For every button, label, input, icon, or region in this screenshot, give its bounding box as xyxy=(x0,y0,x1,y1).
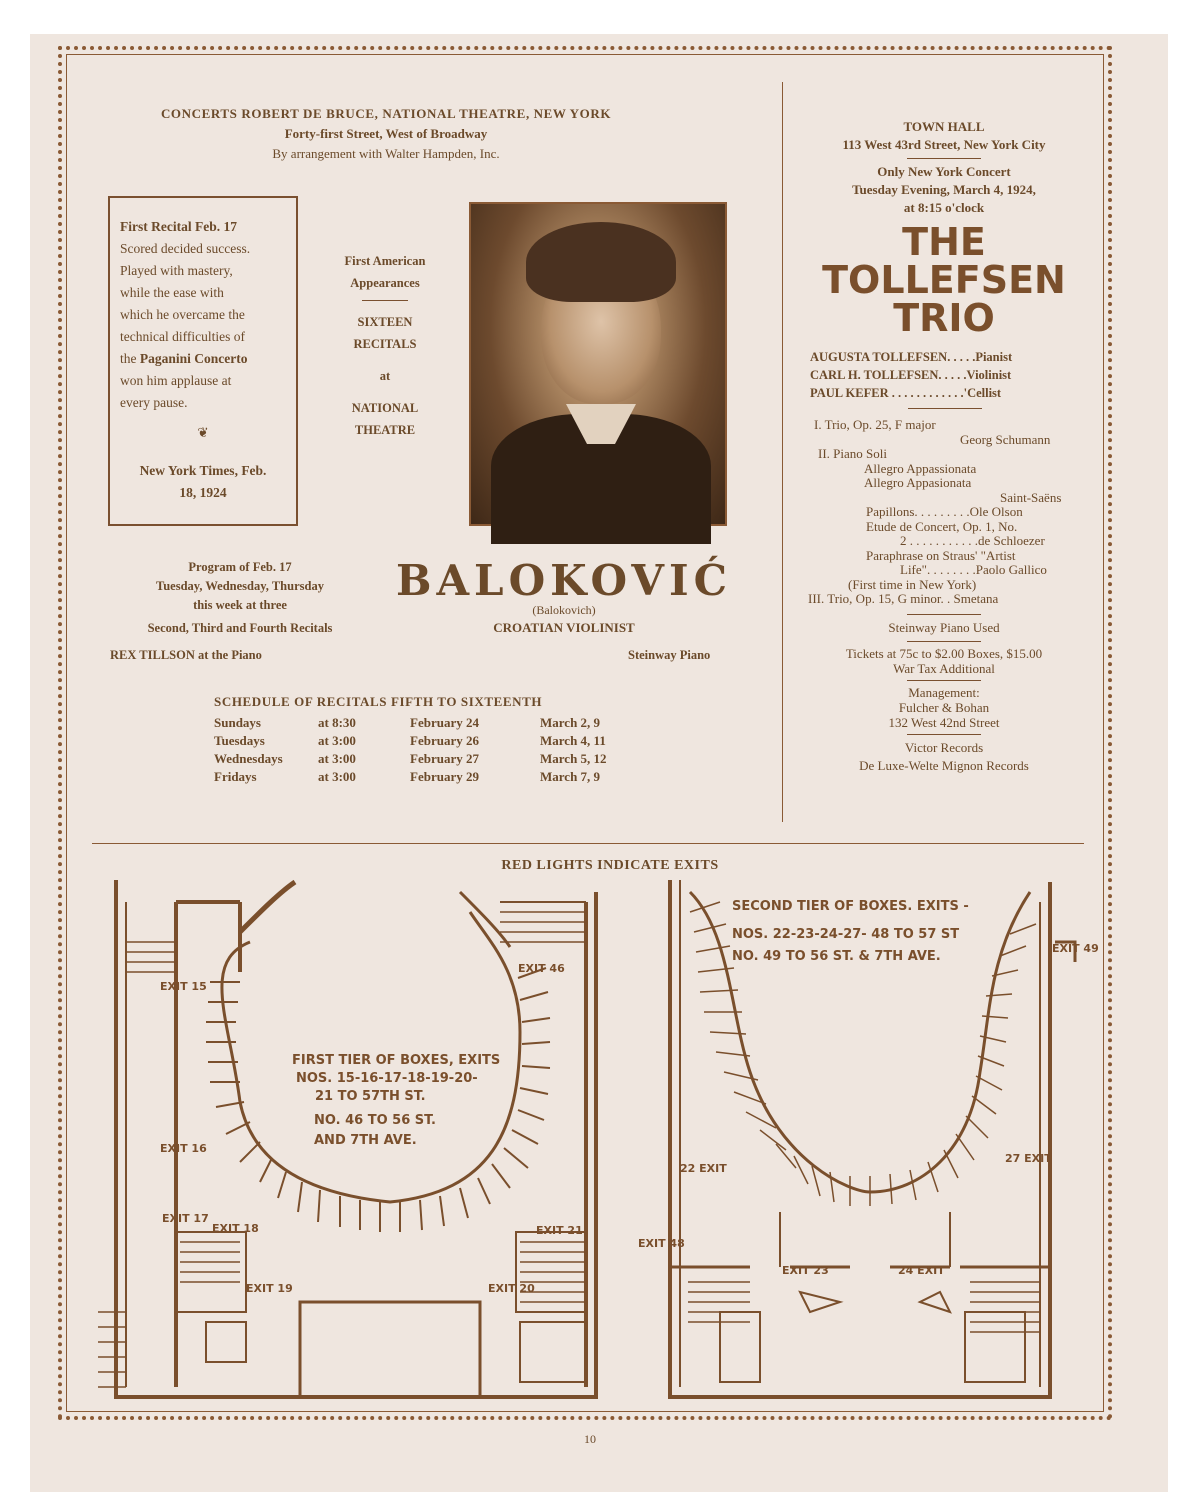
appearances-line: NATIONAL xyxy=(351,401,419,415)
accompanist: REX TILLSON at the Piano xyxy=(110,648,262,662)
program-item: Allegro Appasionata xyxy=(864,475,972,490)
exit-label: EXIT 23 xyxy=(782,1264,829,1277)
steinway-note: Steinway Piano xyxy=(628,648,711,662)
management-address: 132 West 42nd Street xyxy=(888,715,1000,730)
exit-label: 27 EXIT xyxy=(1005,1152,1052,1165)
header-title: CONCERTS ROBERT DE BRUCE, NATIONAL THEATRE, NEW YORK xyxy=(160,106,612,121)
review-text: technical difficulties of xyxy=(120,329,245,344)
exit-label: EXIT 18 xyxy=(212,1222,259,1235)
divider xyxy=(907,641,981,642)
program-item: (First time in New York) xyxy=(848,576,977,592)
appearances-block xyxy=(310,250,460,441)
management-name: Fulcher & Bohan xyxy=(898,700,990,715)
table-row: Fridays at 3:00 February 29 March 7, 9 xyxy=(214,769,601,784)
column-divider xyxy=(782,82,783,822)
concert-date: Tuesday Evening, March 4, 1924, xyxy=(852,182,1036,197)
program-line: this week at three xyxy=(193,598,287,612)
concert-time: at 8:15 o'clock xyxy=(903,200,985,215)
exit-label: 24 EXIT xyxy=(898,1264,945,1277)
artist-description: CROATIAN VIOLINIST xyxy=(493,620,635,635)
review-text: which he overcame the xyxy=(120,307,245,322)
table-row: Tuesdays at 3:00 February 26 March 4, 11 xyxy=(214,733,606,748)
review-text: the Paganini Concerto xyxy=(120,351,248,366)
exit-label: EXIT 49 xyxy=(1052,942,1099,955)
records-line: De Luxe-Welte Mignon Records xyxy=(859,758,1029,773)
program-item: Allegro Appassionata xyxy=(864,460,977,476)
second-tier-note: NO. 49 TO 56 ST. & 7TH AVE. xyxy=(732,949,941,964)
divider xyxy=(907,734,981,735)
review-box xyxy=(108,196,298,526)
town-hall-footer xyxy=(796,610,1092,775)
review-text: every pause. xyxy=(120,395,188,410)
review-text: won him applause at xyxy=(120,373,232,388)
member-line: AUGUSTA TOLLEFSEN. . . . .Pianist xyxy=(810,350,1013,364)
exit-label: EXIT 20 xyxy=(488,1282,535,1295)
trio-program xyxy=(808,418,1098,607)
town-hall-block xyxy=(796,118,1092,340)
header-arrangement: By arrangement with Walter Hampden, Inc. xyxy=(272,146,500,161)
divider xyxy=(907,158,981,159)
program-line: Program of Feb. 17 xyxy=(188,560,292,574)
program-item: Georg Schumann xyxy=(960,431,1051,447)
section-divider xyxy=(92,843,1084,844)
exit-label: EXIT 21 xyxy=(536,1224,583,1237)
concert-line: Only New York Concert xyxy=(877,164,1011,179)
trio-title: TOLLEFSEN xyxy=(822,258,1066,302)
divider xyxy=(362,300,408,301)
member-line: CARL H. TOLLEFSEN. . . . .Violinist xyxy=(810,368,1012,382)
appearances-line: THEATRE xyxy=(354,423,416,437)
review-text: Played with mastery, xyxy=(120,263,233,278)
exits-title: RED LIGHTS INDICATE EXITS xyxy=(501,858,719,873)
review-source: New York Times, Feb. xyxy=(139,463,267,478)
artist-alt-name: (Balokovich) xyxy=(532,603,596,617)
war-tax: War Tax Additional xyxy=(893,661,995,676)
schedule-title: SCHEDULE OF RECITALS FIFTH TO SIXTEENTH xyxy=(214,694,543,709)
exit-label: EXIT 17 xyxy=(162,1212,209,1225)
exit-label: 22 EXIT xyxy=(680,1162,727,1175)
appearances-line: at xyxy=(379,369,391,383)
program-item: Saint-Saëns xyxy=(1000,489,1062,505)
first-tier-note: FIRST TIER OF BOXES, EXITS xyxy=(292,1053,501,1068)
trio-title: TRIO xyxy=(893,296,995,340)
program-item: III. Trio, Op. 15, G minor. . Smetana xyxy=(808,591,999,606)
artist-name: BALOKOVIĆ xyxy=(395,556,733,605)
first-tier-note: NOS. 15-16-17-18-19-20- xyxy=(296,1071,478,1086)
ornament-icon: ❦ xyxy=(197,425,209,440)
divider xyxy=(907,680,981,681)
appearances-line: First American xyxy=(344,254,426,268)
review-text: Scored decided success. xyxy=(120,241,251,256)
second-tier-note: NOS. 22-23-24-27- 48 TO 57 ST xyxy=(732,927,960,942)
steinway-used: Steinway Piano Used xyxy=(888,620,1000,635)
program-item: Etude de Concert, Op. 1, No. xyxy=(866,518,1018,534)
exit-label: EXIT 48 xyxy=(638,1237,685,1250)
member-line: PAUL KEFER . . . . . . . . . . . .'Cellist xyxy=(810,386,1002,400)
trio-members xyxy=(810,348,1012,402)
review-heading: First Recital Feb. 17 xyxy=(120,219,237,234)
first-tier-note: NO. 46 TO 56 ST. xyxy=(314,1113,436,1128)
venue-name: TOWN HALL xyxy=(903,119,985,134)
management-label: Management: xyxy=(908,685,980,700)
first-tier-note: AND 7TH AVE. xyxy=(314,1133,417,1148)
schedule-table xyxy=(214,694,607,786)
artist-portrait xyxy=(469,202,727,526)
appearances-line: SIXTEEN xyxy=(357,315,413,329)
trio-title: THE xyxy=(902,220,986,264)
program-item: Papillons. . . . . . . . .Ole Olson xyxy=(866,504,1023,519)
header-address: Forty-first Street, West of Broadway xyxy=(284,126,488,141)
page-number: 10 xyxy=(584,1432,596,1446)
program-line: Second, Third and Fourth Recitals xyxy=(147,621,333,635)
appearances-line: RECITALS xyxy=(353,337,417,351)
divider xyxy=(907,614,981,615)
ticket-prices: Tickets at 75c to $2.00 Boxes, $15.00 xyxy=(845,646,1043,661)
program-item: Paraphrase on Straus' "Artist xyxy=(866,547,1016,563)
second-tier-note: SECOND TIER OF BOXES. EXITS - xyxy=(732,899,969,914)
program-info xyxy=(100,558,380,665)
program-item: II. Piano Soli xyxy=(818,446,887,461)
appearances-line: Appearances xyxy=(350,276,420,290)
divider xyxy=(908,408,982,409)
exit-label: EXIT 19 xyxy=(246,1282,293,1295)
program-item: Life". . . . . . . .Paolo Gallico xyxy=(900,562,1047,577)
program-item: I. Trio, Op. 25, F major xyxy=(814,417,936,432)
program-item: 2 . . . . . . . . . . .de Schloezer xyxy=(900,533,1045,548)
review-text: while the ease with xyxy=(120,285,224,300)
table-row: Wednesdays at 3:00 February 27 March 5, 12 xyxy=(214,751,607,766)
exit-label: EXIT 15 xyxy=(160,980,207,993)
program-line: Tuesday, Wednesday, Thursday xyxy=(156,579,324,593)
venue-address: 113 West 43rd Street, New York City xyxy=(842,137,1046,152)
first-tier-note: 21 TO 57TH ST. xyxy=(315,1089,426,1104)
table-row: Sundays at 8:30 February 24 March 2, 9 xyxy=(214,715,601,730)
theatre-floor-plan xyxy=(90,872,1099,1412)
exit-label: EXIT 46 xyxy=(518,962,565,975)
review-source-date: 18, 1924 xyxy=(179,485,227,500)
exit-label: EXIT 16 xyxy=(160,1142,207,1155)
records-line: Victor Records xyxy=(904,740,984,755)
